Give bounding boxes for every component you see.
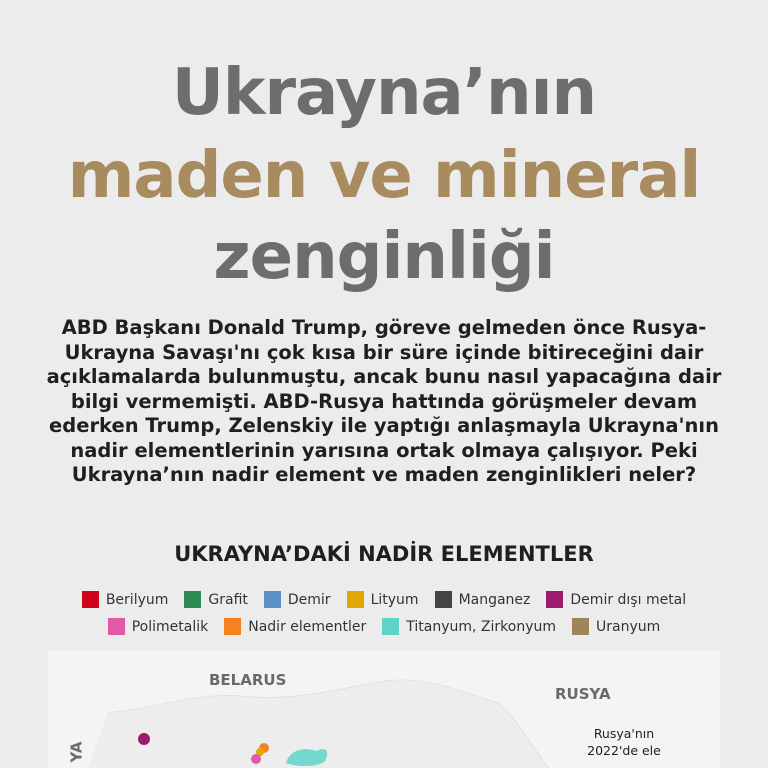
legend-swatch xyxy=(224,618,241,635)
legend-item-berilyum xyxy=(82,591,169,608)
legend-swatch xyxy=(572,618,589,635)
legend-item-grafit xyxy=(184,591,248,608)
title-line-3: zenginliği xyxy=(213,220,555,294)
legend-item-polimetalik xyxy=(108,618,209,635)
intro-paragraph: ABD Başkanı Donald Trump, göreve gelmeden önce Rusya-Ukrayna Savaşı'nı çok kısa bir süre içinde bitireceğini dair açıklamalarda bulunmuştu, ancak bunu nasıl yapacağına dair bilgi vermemişti. ABD-Rusya hattında görüşmeler devam ederken Trump, Zelenskiy ile yaptığı anlaşmayla Ukrayna'nın nadir elementlerinin yarısına ortak olmaya çalışıyor. Peki Ukrayna’nın nadir element ve maden zenginlikleri neler? xyxy=(46,316,722,486)
polimetalik-marker xyxy=(251,754,261,764)
map-label-left: YA xyxy=(67,741,86,763)
legend-label: Uranyum xyxy=(596,618,661,635)
legend-label: Grafit xyxy=(208,591,248,608)
demir-disi-metal-marker xyxy=(138,733,150,745)
legend-label: Polimetalik xyxy=(131,618,209,635)
legend-label: Lityum xyxy=(370,591,419,608)
legend-swatch xyxy=(546,591,563,608)
legend-label: Demir dışı metal xyxy=(570,591,687,608)
legend-label: Demir xyxy=(287,591,331,608)
legend-item-uranyum xyxy=(572,618,660,635)
legend-item-lityum xyxy=(347,591,419,608)
legend-item-nadir-elementler xyxy=(224,618,366,635)
legend-swatch xyxy=(347,591,364,608)
map-panel xyxy=(48,651,720,768)
title-line-2: maden ve mineral xyxy=(67,139,701,213)
legend-row-2 xyxy=(0,618,768,635)
legend-item-titanyum-zirkonyum xyxy=(382,618,556,635)
map-note: Rusya'nın 2022'de ele xyxy=(587,726,661,758)
map-label-rusya: RUSYA xyxy=(555,685,611,703)
title-line-1: Ukrayna’nın xyxy=(171,56,597,130)
legend-item-manganez xyxy=(435,591,531,608)
legend-swatch xyxy=(82,591,99,608)
legend-row-1 xyxy=(0,591,768,608)
legend-swatch xyxy=(264,591,281,608)
legend-item-demir-disi-metal xyxy=(546,591,686,608)
section-title: UKRAYNA’DAKİ NADİR ELEMENTLER xyxy=(174,542,594,566)
legend-item-demir xyxy=(264,591,331,608)
legend-swatch xyxy=(184,591,201,608)
map-label-belarus: BELARUS xyxy=(209,671,287,689)
legend-swatch xyxy=(108,618,125,635)
legend-label: Manganez xyxy=(458,591,531,608)
legend-label: Berilyum xyxy=(105,591,169,608)
legend-swatch xyxy=(435,591,452,608)
legend-swatch xyxy=(382,618,399,635)
legend-label: Titanyum, Zirkonyum xyxy=(406,618,556,635)
legend-label: Nadir elementler xyxy=(248,618,367,635)
